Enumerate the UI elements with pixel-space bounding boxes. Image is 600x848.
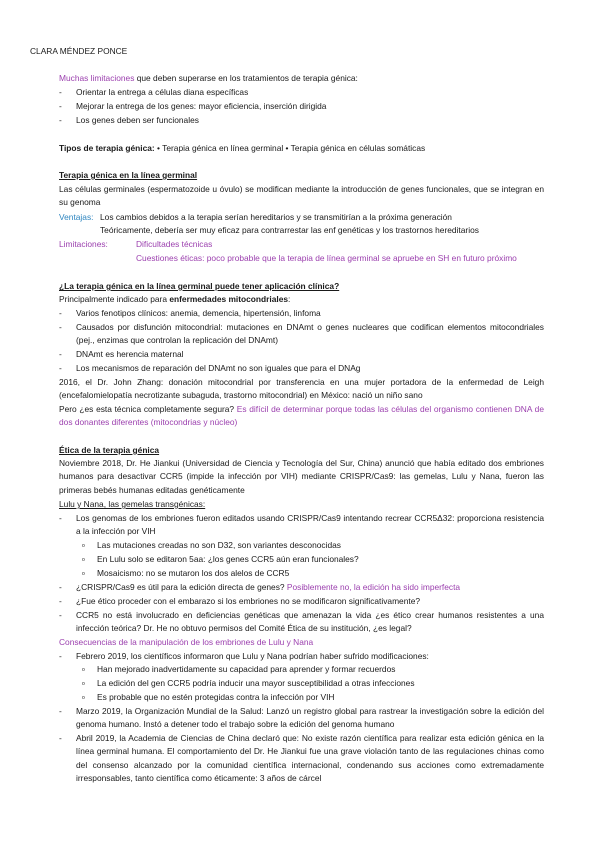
- dash-marker: -: [59, 308, 62, 318]
- dash-marker: -: [59, 651, 62, 661]
- aplicacion-lead-bold: enfermedades mitocondriales: [169, 294, 289, 304]
- bullet-circle: o: [82, 543, 85, 549]
- sub-list-item: Las mutaciones creadas no son D32, son variantes desconocidas: [97, 540, 341, 550]
- gemelas-subheading: Lulu y Nana, las gemelas transgénicas:: [59, 499, 206, 509]
- dash-marker: -: [59, 513, 62, 523]
- crispr-answer: Posiblemente no, la edición ha sido imperfecta: [286, 582, 461, 592]
- sub-list-item: Es probable que no estén protegidas contra la infección por VIH: [97, 692, 335, 702]
- list-item: Febrero 2019, los científicos informaron que Lulu y Nana podrían haber sufrido modificaciones:: [76, 651, 429, 661]
- dash-marker: -: [59, 115, 62, 125]
- section-heading-aplicacion: ¿La terapia génica en la línea germinal puede tener aplicación clínica?: [59, 281, 340, 291]
- ventajas-text-2: Teóricamente, debería ser muy eficaz para contrarrestar las enf genéticas y los trastornos hereditarios: [100, 225, 479, 235]
- list-item: Los genes deben ser funcionales: [76, 115, 199, 125]
- list-item: Los mecanismos de reparación del DNAmt no son iguales que para el DNAg: [76, 363, 361, 373]
- author-name: CLARA MÉNDEZ PONCE: [30, 46, 128, 56]
- aplicacion-lead-end: :: [288, 294, 291, 304]
- list-item: Causados por disfunción mitocondrial: mutaciones en DNAmt o genes nucleares que codifican elementos mitocondriales (pej., enzimas que controlan la replicación del DNAmt): [76, 322, 544, 346]
- safety-question: [59, 403, 544, 430]
- section-heading-etica: Ética de la terapia génica: [59, 445, 160, 455]
- bullet-circle: o: [82, 695, 85, 701]
- sub-list-item: Han mejorado inadvertidamente su capacidad para aprender y formar recuerdos: [97, 664, 396, 674]
- dash-marker: -: [59, 582, 62, 592]
- list-item: DNAmt es herencia maternal: [76, 349, 184, 359]
- ventajas-text-1: Los cambios debidos a la terapia serían hereditarios y se transmitirían a la próxima generación: [100, 212, 452, 222]
- dash-marker: -: [59, 363, 62, 373]
- list-item: Mejorar la entrega de los genes: mayor eficiencia, inserción dirigida: [76, 101, 327, 111]
- limitaciones-label: Limitaciones:: [59, 239, 108, 249]
- dash-marker: -: [59, 596, 62, 606]
- germinal-paragraph: Las células germinales (espermatozoide u óvulo) se modifican mediante la introducción de genes funcionales, que se integran en su genoma: [59, 184, 544, 208]
- list-item: Orientar la entrega a células diana específicas: [76, 87, 249, 97]
- bullet-circle: o: [82, 557, 85, 563]
- crispr-question: ¿CRISPR/Cas9 es útil para la edición directa de genes?: [76, 582, 287, 592]
- dash-marker: -: [59, 101, 62, 111]
- section-heading-germinal: Terapia génica en la línea germinal: [59, 170, 198, 180]
- list-item: Los genomas de los embriones fueron editados usando CRISPR/Cas9 intentando recrear CCR5Δ32: proporciona resistencia a la infección por VIH: [76, 513, 544, 537]
- list-item: ¿Fue ético proceder con el embarazo si los embriones no se modificaron significativamente?: [76, 596, 421, 606]
- intro-line: [59, 72, 358, 85]
- ventajas-label: Ventajas:: [59, 212, 94, 222]
- intro-lead: Muchas limitaciones: [59, 73, 135, 83]
- etica-paragraph: Noviembre 2018, Dr. He Jiankui (Universidad de Ciencia y Tecnología del Sur, China) anunció que había editado dos embriones humanos para desactivar CCR5 (impide la infección por VIH) mediante CRISPR/Cas9: las gemelas, Lulu y Nana, fueron las primeras bebés humanas editadas genéticamente: [59, 458, 544, 495]
- dash-marker: -: [59, 733, 62, 743]
- bullet-circle: o: [82, 571, 85, 577]
- list-item: Abril 2019, la Academia de Ciencias de China declaró que: No existe razón científica para realizar esta edición génica en la línea germinal humana. El comportamiento del Dr. He Jiankui fue una grave violación tanto de las regulaciones chinas como del consenso alcanzado por la comunidad científica internacional, condenando sus acciones como extremadamente irresponsables, tanto científica como éticamente: 3 años de cárcel: [76, 733, 544, 784]
- sub-list-item: La edición del gen CCR5 podría inducir una mayor susceptibilidad a otras infecciones: [97, 678, 415, 688]
- tipos-line: [59, 142, 425, 155]
- list-item: CCR5 no está involucrado en deficiencias genéticas que amenazan la vida ¿es ético crear humanos resistentes a una infección teórica? Dr. He no obtuvo permisos del Comité Ética de su institución, ¿es legal?: [76, 610, 544, 634]
- limitaciones-text-1: Dificultades técnicas: [136, 239, 213, 249]
- list-item: [76, 581, 460, 594]
- bullet-circle: o: [82, 681, 85, 687]
- sub-list-item: Mosaicismo: no se mutaron los dos alelos de CCR5: [97, 568, 290, 578]
- consecuencias-heading: Consecuencias de la manipulación de los embriones de Lulu y Nana: [59, 637, 314, 647]
- aplicacion-lead: [59, 293, 290, 306]
- intro-rest: que deben superarse en los tratamientos de terapia génica:: [134, 73, 358, 83]
- bullet-circle: o: [82, 667, 85, 673]
- dash-marker: -: [59, 322, 62, 332]
- zhang-paragraph: 2016, el Dr. John Zhang: donación mitocondrial por transferencia en una mujer portadora de la enfermedad de Leigh (encefalomielopatía necrotizante subaguda, trastorno mitocondrial) en México: nació un niño sano: [59, 377, 544, 401]
- limitaciones-text-2: Cuestiones éticas: poco probable que la terapia de línea germinal se apruebe en SH en futuro próximo: [136, 253, 517, 263]
- tipos-text: • Terapia génica en línea germinal • Terapia génica en células somáticas: [154, 143, 426, 153]
- safety-question-text: Pero ¿es esta técnica completamente segura?: [59, 404, 237, 414]
- dash-marker: -: [59, 349, 62, 359]
- dash-marker: -: [59, 87, 62, 97]
- list-item: Varios fenotipos clínicos: anemia, demencia, hipertensión, linfoma: [76, 308, 321, 318]
- tipos-label: Tipos de terapia génica:: [59, 143, 155, 153]
- aplicacion-lead-text: Principalmente indicado para: [59, 294, 170, 304]
- sub-list-item: En Lulu solo se editaron 5aa: ¿los genes CCR5 aún eran funcionales?: [97, 554, 359, 564]
- list-item: Marzo 2019, la Organización Mundial de la Salud: Lanzó un registro global para rastrear la investigación sobre la edición del genoma humano. Instó a detener todo el trabajo sobre la edición del genoma humano: [76, 706, 544, 730]
- dash-marker: -: [59, 706, 62, 716]
- dash-marker: -: [59, 610, 62, 620]
- safety-answer-text: Es difícil de determinar porque todas las células del organismo contienen DNA de dos donantes diferentes (mitocondrias y núcleo): [59, 404, 544, 428]
